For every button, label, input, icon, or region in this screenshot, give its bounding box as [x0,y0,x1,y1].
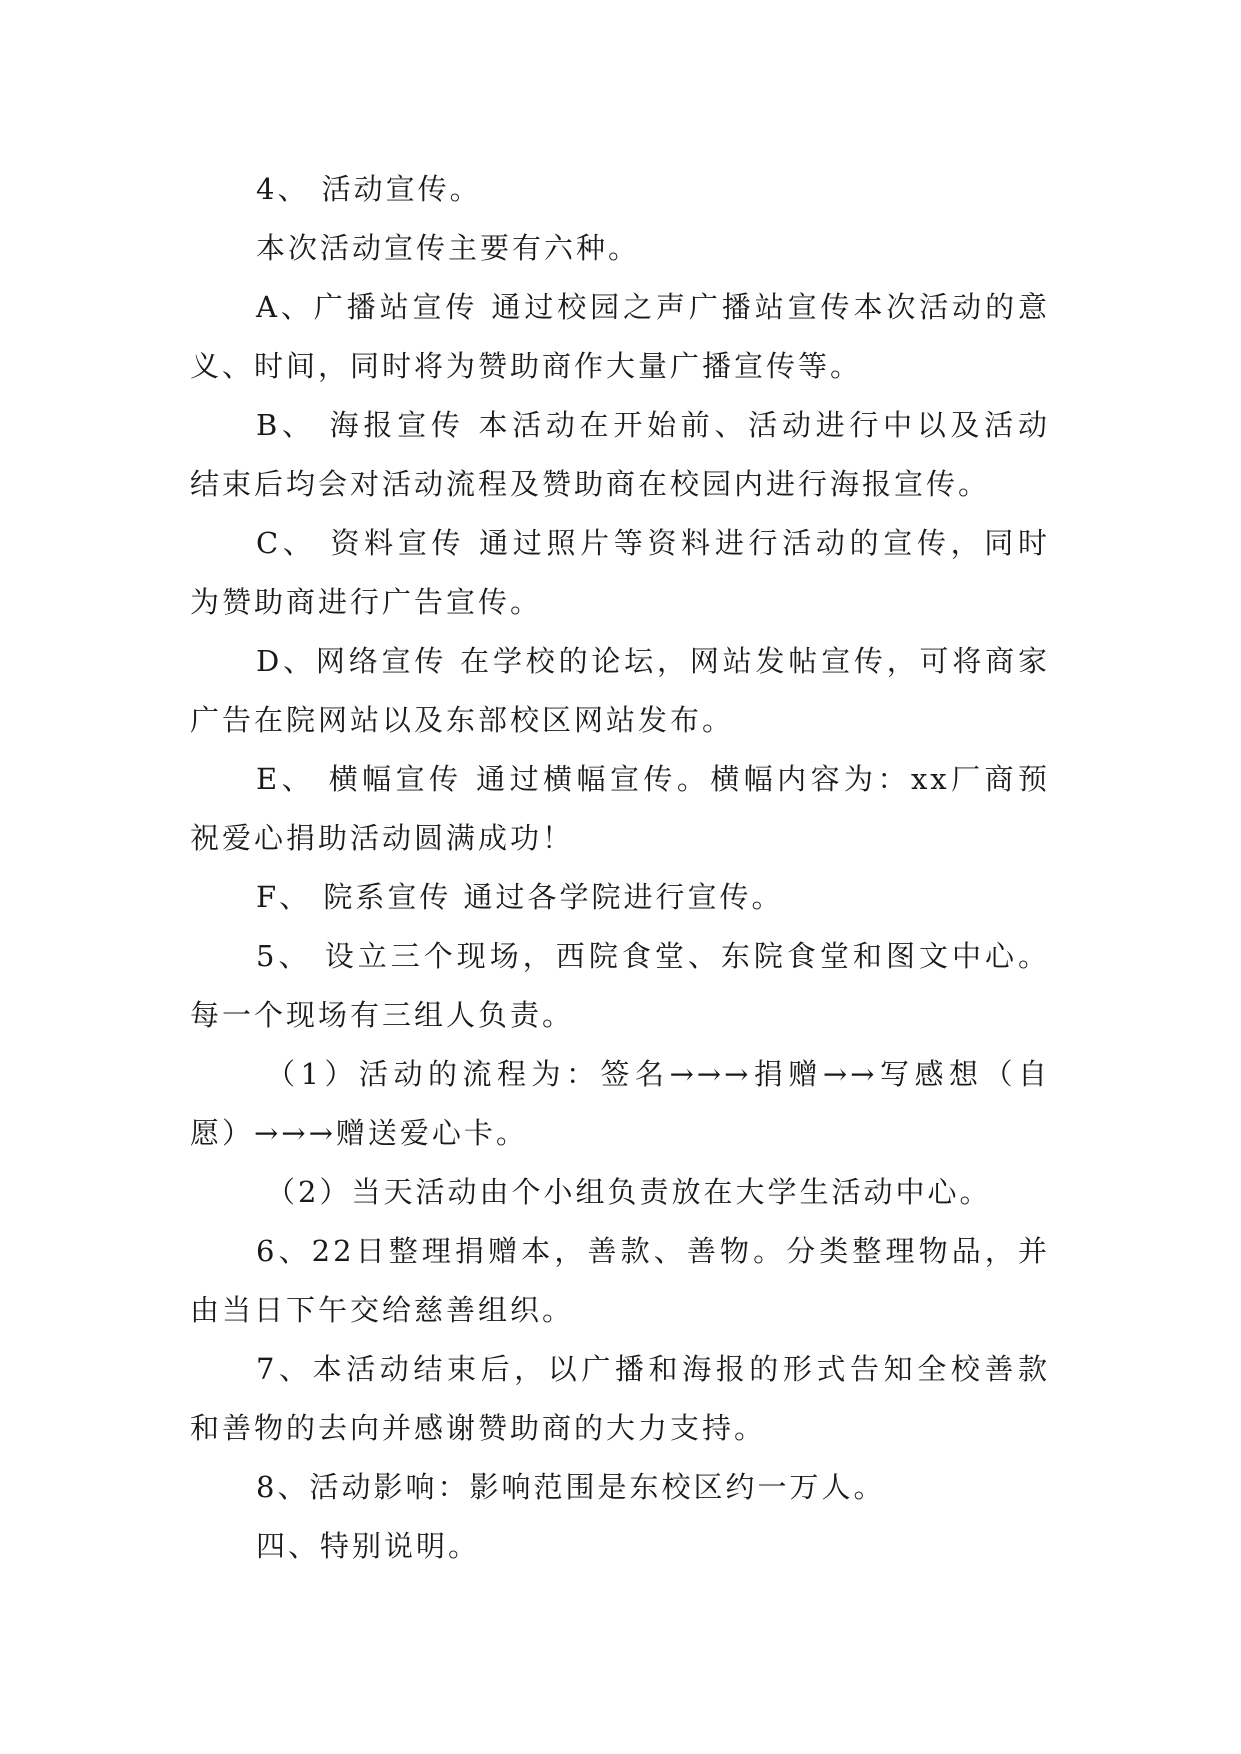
text-line: 为赞助商进行广告宣传。 [190,585,543,619]
text-line: 和善物的去向并感谢赞助商的大力支持。 [190,1411,767,1445]
text-line: 本次活动宣传主要有六种。 [256,231,641,265]
text-line: 愿）→→→赠送爱心卡。 [190,1116,528,1150]
text-line: F、 院系宣传 通过各学院进行宣传。 [256,880,784,914]
text-line: 5、 设立三个现场，西院食堂、东院食堂和图文中心。 [256,939,1050,973]
text-line: 每一个现场有三组人负责。 [190,998,575,1032]
text-line: 6、22日整理捐赠本，善款、善物。分类整理物品，并 [256,1234,1050,1268]
text-line: B、 海报宣传 本活动在开始前、活动进行中以及活动 [256,408,1050,442]
text-line: 祝爱心捐助活动圆满成功！ [190,821,575,855]
text-line: （2）当天活动由个小组负责放在大学生活动中心。 [266,1175,992,1209]
text-line: E、 横幅宣传 通过横幅宣传。横幅内容为：xx厂商预 [256,762,1050,796]
text-line: 义、时间，同时将为赞助商作大量广播宣传等。 [190,349,863,383]
text-line: 广告在院网站以及东部校区网站发布。 [190,703,735,737]
text-line: 四、特别说明。 [256,1529,481,1563]
text-line: 结束后均会对活动流程及赞助商在校园内进行海报宣传。 [190,467,991,501]
text-line: A、广播站宣传 通过校园之声广播站宣传本次活动的意 [256,290,1050,324]
text-line: （1）活动的流程为：签名→→→捐赠→→写感想（自 [266,1057,1050,1091]
text-line: C、 资料宣传 通过照片等资料进行活动的宣传，同时 [256,526,1050,560]
text-line: 4、 活动宣传。 [256,172,482,206]
text-line: 由当日下午交给慈善组织。 [190,1293,575,1327]
text-line: D、网络宣传 在学校的论坛，网站发帖宣传，可将商家 [256,644,1050,678]
document-body [190,160,1050,1576]
text-line: 8、活动影响：影响范围是东校区约一万人。 [256,1470,886,1504]
text-line: 7、本活动结束后，以广播和海报的形式告知全校善款 [256,1352,1050,1386]
